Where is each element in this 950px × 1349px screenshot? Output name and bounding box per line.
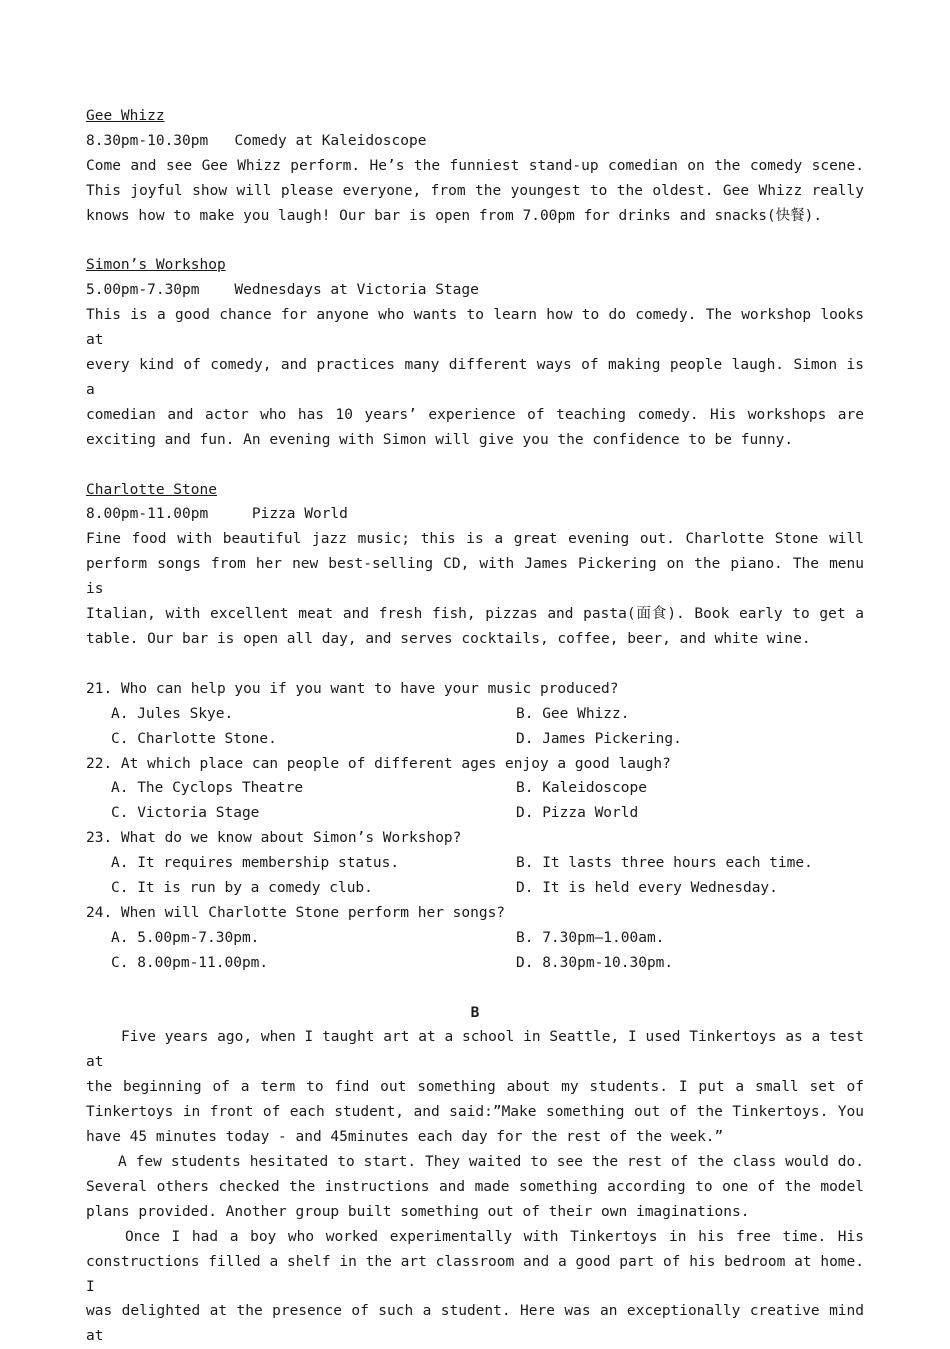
option-d: D. 8.30pm-10.30pm. bbox=[516, 954, 674, 971]
event-time: 8.00pm-11.00pm Pizza World bbox=[86, 506, 348, 523]
passage-line: Tinkertoys in front of each student, and said:”Make something out of the Tinkertoys. You bbox=[86, 1104, 864, 1121]
event-time: 5.00pm-7.30pm Wednesdays at Victoria Stage bbox=[86, 282, 479, 299]
event-charlotte-stone bbox=[86, 478, 864, 652]
passage-line: Several others checked the instructions and made something according to one of the model bbox=[86, 1178, 864, 1195]
event-text-line: Come and see Gee Whizz perform. He’s the funniest stand-up comedian on the comedy scene. bbox=[86, 157, 864, 174]
passage-line: plans provided. Another group built something out of their own imaginations. bbox=[86, 1203, 750, 1220]
event-gee-whizz bbox=[86, 104, 864, 229]
event-simons-workshop bbox=[86, 253, 864, 452]
event-text-line: Italian, with excellent meat and fresh fish, pizzas and pasta(面食). Book early to get a bbox=[86, 606, 864, 623]
passage-line: have 45 minutes today - and 45minutes each day for the rest of the week.” bbox=[86, 1129, 724, 1146]
passage-paragraph bbox=[86, 1150, 864, 1225]
option-b: B. 7.30pm—1.00am. bbox=[516, 929, 665, 946]
event-text-line: table. Our bar is open all day, and serves cocktails, coffee, beer, and white wine. bbox=[86, 631, 811, 647]
option-a: A. The Cyclops Theatre bbox=[111, 780, 304, 797]
passage-paragraph bbox=[86, 1225, 864, 1349]
event-title: Charlotte Stone bbox=[86, 481, 217, 498]
question-text: 21. Who can help you if you want to have your music produced? bbox=[86, 680, 619, 697]
option-a: A. 5.00pm-7.30pm. bbox=[111, 929, 260, 946]
event-text-line: This joyful show will please everyone, from the youngest to the oldest. Gee Whizz really bbox=[86, 182, 864, 199]
event-text-line: comedian and actor who has 10 years’ experience of teaching comedy. His workshops are bbox=[86, 406, 864, 423]
event-text-line: perform songs from her new best-selling CD, with James Pickering on the piano. The menu is bbox=[86, 556, 864, 598]
question-text: 24. When will Charlotte Stone perform her songs? bbox=[86, 904, 506, 921]
option-b: B. Gee Whizz. bbox=[516, 705, 630, 722]
page-content bbox=[86, 104, 864, 1349]
option-c: C. Victoria Stage bbox=[111, 805, 260, 822]
passage-line: Five years ago, when I taught art at a school in Seattle, I used Tinkertoys as a test at bbox=[86, 1029, 864, 1071]
option-d: D. Pizza World bbox=[516, 805, 639, 822]
question-24 bbox=[86, 901, 864, 976]
event-text-line: exciting and fun. An evening with Simon will give you the confidence to be funny. bbox=[86, 431, 794, 448]
question-21 bbox=[86, 677, 864, 752]
passage-line: Once I had a boy who worked experimentally with Tinkertoys in his free time. His bbox=[125, 1228, 864, 1245]
question-23 bbox=[86, 826, 864, 901]
event-text-line: knows how to make you laugh! Our bar is open from 7.00pm for drinks and snacks(快餐). bbox=[86, 207, 823, 224]
question-22 bbox=[86, 752, 864, 827]
option-c: C. Charlotte Stone. bbox=[111, 730, 277, 747]
event-text-line: Fine food with beautiful jazz music; this is a great evening out. Charlotte Stone will bbox=[86, 531, 864, 548]
option-c: C. It is run by a comedy club. bbox=[111, 880, 373, 897]
event-time: 8.30pm-10.30pm Comedy at Kaleidoscope bbox=[86, 132, 427, 149]
passage-line: was delighted at the presence of such a student. Here was an exceptionally creative mind at bbox=[86, 1303, 864, 1345]
passage-line: the beginning of a term to find out something about my students. I put a small set of bbox=[86, 1079, 864, 1096]
event-title: Simon’s Workshop bbox=[86, 257, 226, 274]
option-b: B. It lasts three hours each time. bbox=[516, 855, 813, 872]
option-a: A. Jules Skye. bbox=[111, 705, 234, 722]
option-c: C. 8.00pm-11.00pm. bbox=[111, 954, 269, 971]
passage-line: A few students hesitated to start. They waited to see the rest of the class would do. bbox=[118, 1154, 864, 1170]
passage-line: constructions filled a shelf in the art classroom and a good part of his bedroom at home. I bbox=[86, 1253, 864, 1295]
option-b: B. Kaleidoscope bbox=[516, 780, 647, 797]
option-a: A. It requires membership status. bbox=[111, 855, 400, 872]
question-text: 23. What do we know about Simon’s Workshop? bbox=[86, 830, 462, 847]
option-d: D. James Pickering. bbox=[516, 730, 682, 747]
option-d: D. It is held every Wednesday. bbox=[516, 880, 778, 897]
event-title: Gee Whizz bbox=[86, 108, 165, 124]
event-text-line: every kind of comedy, and practices many different ways of making people laugh. Simon is a bbox=[86, 357, 864, 398]
passage-paragraph bbox=[86, 1025, 864, 1150]
question-text: 22. At which place can people of different ages enjoy a good laugh? bbox=[86, 755, 671, 772]
event-text-line: This is a good chance for anyone who wants to learn how to do comedy. The workshop looks at bbox=[86, 307, 864, 349]
section-heading: B bbox=[470, 1004, 480, 1021]
